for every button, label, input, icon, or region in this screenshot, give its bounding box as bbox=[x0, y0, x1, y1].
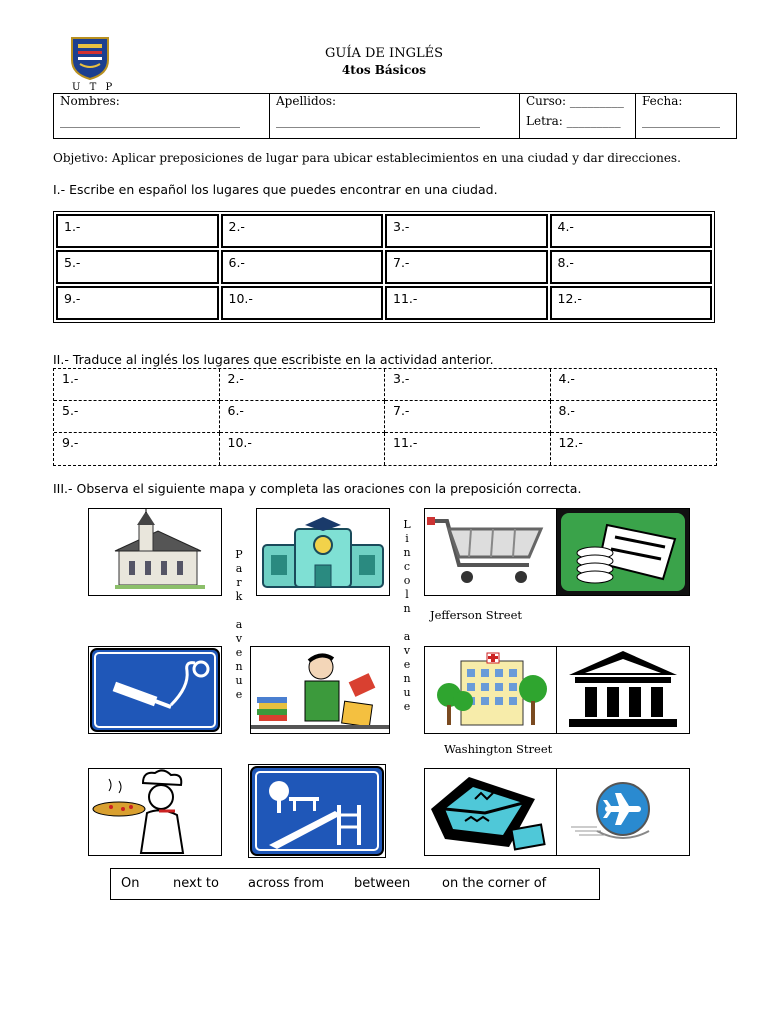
fecha-line: _____________ bbox=[642, 114, 720, 128]
s1-cell[interactable]: 10.- bbox=[221, 286, 384, 320]
page-subtitle: 4tos Básicos bbox=[341, 63, 427, 77]
fecha-cell[interactable] bbox=[636, 94, 737, 139]
post-office-icon bbox=[424, 768, 558, 856]
playground-sign-icon bbox=[248, 764, 386, 858]
airport-icon bbox=[556, 768, 690, 856]
school-icon bbox=[256, 508, 390, 596]
prep-on: On bbox=[121, 876, 140, 891]
s1-cell[interactable]: 4.- bbox=[550, 214, 713, 248]
prep-on-the-corner-of: on the corner of bbox=[442, 876, 547, 891]
s2-cell[interactable]: 11.- bbox=[385, 433, 551, 465]
s1-cell[interactable]: 2.- bbox=[221, 214, 384, 248]
section1-heading: I.- Escribe en español los lugares que puedes encontrar en una ciudad. bbox=[53, 182, 498, 197]
s1-cell[interactable]: 6.- bbox=[221, 250, 384, 284]
city-hospital-icon bbox=[424, 646, 558, 734]
s2-cell[interactable]: 4.- bbox=[551, 369, 717, 401]
s1-cell[interactable]: 8.- bbox=[550, 250, 713, 284]
s1-cell[interactable]: 5.- bbox=[56, 250, 219, 284]
letra-label: Letra: _________ bbox=[526, 114, 621, 128]
s1-cell[interactable]: 9.- bbox=[56, 286, 219, 320]
lincoln-avenue-label: L i n c o l n a v e n u e bbox=[403, 518, 411, 713]
s1-cell[interactable]: 11.- bbox=[385, 286, 548, 320]
s2-cell[interactable]: 12.- bbox=[558, 435, 583, 450]
student-info-table bbox=[53, 93, 737, 139]
curso-letra-cell[interactable] bbox=[520, 94, 636, 139]
s2-cell[interactable]: 6.- bbox=[220, 401, 386, 433]
prep-across-from: across from bbox=[248, 876, 325, 891]
shopping-cart-icon bbox=[424, 508, 558, 596]
section1-grid bbox=[53, 211, 715, 323]
money-icon bbox=[556, 508, 690, 596]
s2-cell[interactable]: 1.- bbox=[54, 369, 220, 401]
nombres-label: Nombres: bbox=[60, 94, 120, 108]
s2-cell[interactable]: 10.- bbox=[220, 433, 386, 465]
fecha-label: Fecha: bbox=[642, 94, 683, 108]
s2-cell[interactable]: 8.- bbox=[551, 401, 717, 433]
s1-cell[interactable]: 12.- bbox=[550, 286, 713, 320]
s1-cell[interactable]: 1.- bbox=[56, 214, 219, 248]
objective-text: Objetivo: Aplicar preposiciones de lugar para ubicar establecimientos en una ciudad y dar direcciones. bbox=[53, 151, 681, 165]
church-icon bbox=[88, 508, 222, 596]
prep-next-to: next to bbox=[173, 876, 219, 891]
utp-label: U T P bbox=[72, 82, 116, 93]
prepositions-word-bank bbox=[110, 868, 600, 900]
s1-cell[interactable]: 7.- bbox=[385, 250, 548, 284]
s2-cell[interactable]: 5.- bbox=[54, 401, 220, 433]
apellidos-cell[interactable] bbox=[270, 94, 520, 139]
s2-cell[interactable]: 9.- bbox=[54, 433, 220, 465]
apellidos-line: __________________________________ bbox=[276, 114, 480, 128]
jefferson-street-label: Jefferson Street bbox=[430, 608, 523, 622]
prep-between: between bbox=[354, 876, 411, 891]
library-icon bbox=[250, 646, 390, 734]
s2-cell[interactable]: 2.- bbox=[220, 369, 386, 401]
section3-heading: III.- Observa el siguiente mapa y completa las oraciones con la preposición correcta. bbox=[53, 481, 582, 496]
park-avenue-label: P a r k a v e n u e bbox=[235, 548, 243, 701]
nombres-line: ______________________________ bbox=[60, 114, 240, 128]
section2-grid bbox=[53, 368, 717, 466]
s1-cell[interactable]: 3.- bbox=[385, 214, 548, 248]
s2-cell[interactable]: 3.- bbox=[385, 369, 551, 401]
washington-street-label: Washington Street bbox=[444, 742, 553, 756]
s2-cell[interactable]: 7.- bbox=[385, 401, 551, 433]
curso-label: Curso: _________ bbox=[526, 94, 624, 108]
apellidos-label: Apellidos: bbox=[276, 94, 337, 108]
nombres-cell[interactable] bbox=[54, 94, 270, 139]
restaurant-chef-icon bbox=[88, 768, 222, 856]
section2-heading: II.- Traduce al inglés los lugares que escribiste en la actividad anterior. bbox=[53, 352, 494, 367]
bank-icon bbox=[556, 646, 690, 734]
page-title: GUÍA DE INGLÉS bbox=[325, 46, 443, 61]
hospital-sign-icon bbox=[88, 646, 222, 734]
